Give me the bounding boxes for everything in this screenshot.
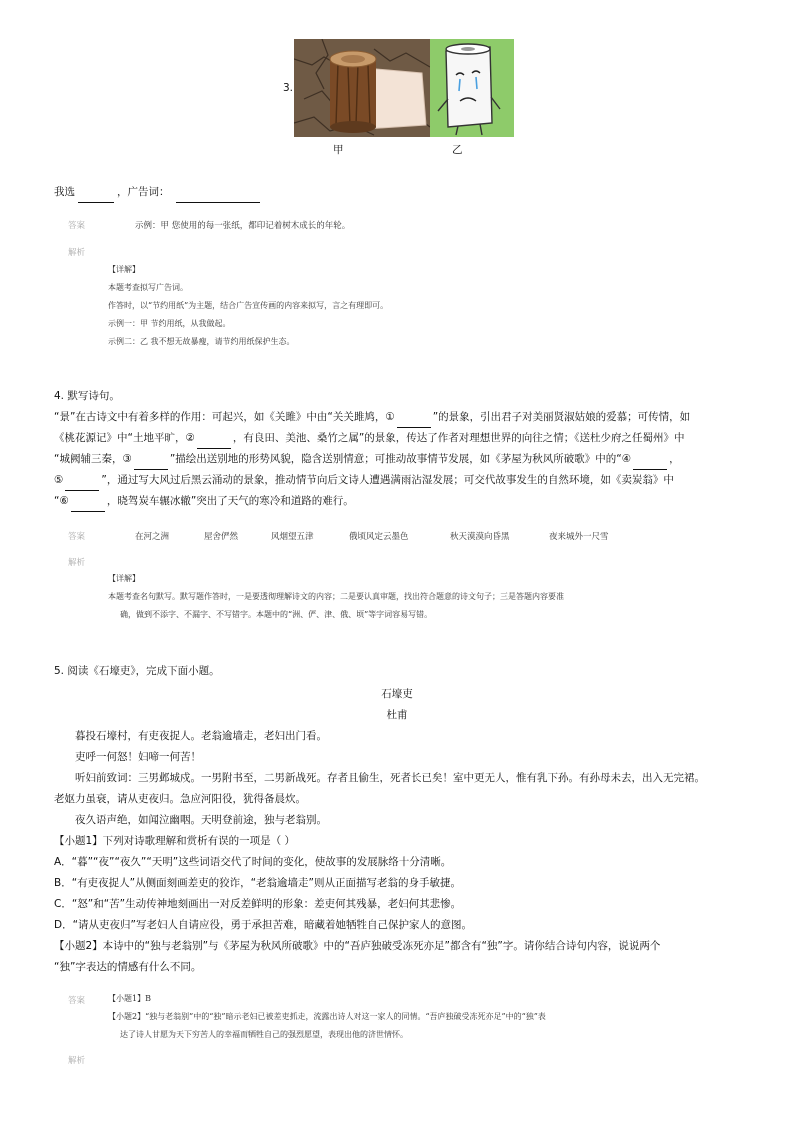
blank-4[interactable] xyxy=(633,456,667,470)
blank-5[interactable] xyxy=(65,477,99,491)
q3-analysis-label: 解析 xyxy=(68,248,86,258)
detail-line: 本题考查拟写广告词。 xyxy=(108,283,188,292)
q4-line-4: ⑤ ”，通过写大风过后黑云涌动的景象，推动情节向后文诗人遭遇满雨沾湿发展；可交代故事发生的自然环境，如《卖炭翁》中 xyxy=(54,470,744,491)
choose-label: 我选 xyxy=(54,186,75,198)
q4-line-5: “⑥ ，晓驾炭车辗冰辙”突出了天气的寒冷和道路的难行。 xyxy=(54,491,744,512)
choice-blank[interactable] xyxy=(78,189,114,203)
q4-answer-6: 夜来城外一尺雪 xyxy=(549,532,609,542)
poem-body xyxy=(54,726,744,978)
q5-title: 5. 阅读《石壕吏》，完成下面小题。 xyxy=(54,665,220,677)
subquestion-2: 【小题2】本诗中的“独与老翁别”与《茅屋为秋风所破歌》中的“吾庐独破受冻死亦足”都含有“独”字。请你结合诗句内容，说说两个 xyxy=(54,940,661,952)
answer-line: 【小题1】B xyxy=(108,994,151,1003)
poem-line: 暮投石壕村，有吏夜捉人。老翁逾墙走，老妇出门看。 xyxy=(75,730,327,742)
stump-ring xyxy=(341,55,365,63)
detail-line: 示例一：甲 节约用纸，从我做起。 xyxy=(108,319,231,328)
caption-yi: 乙 xyxy=(452,144,463,156)
option-a[interactable]: A．“暮”“夜”“夜久”“天明”这些词语交代了时间的变化，使故事的发展脉络十分清晰。 xyxy=(54,856,452,868)
q3-answer-text: 示例：甲 您使用的每一张纸，都印记着树木成长的年轮。 xyxy=(135,221,351,231)
q4-line-3: “城阙辅三秦，③ ”描绘出送别地的形势风貌，隐含送别情意；可推动故事情节发展，如《茅屋为秋风所破歌》中的“④ ， xyxy=(54,449,744,470)
q3-detail xyxy=(108,261,388,351)
detail-line: 作答时，以“节约用纸”为主题，结合广告宣传画的内容来拟写，言之有理即可。 xyxy=(108,301,389,310)
q4-answer-5: 秋天漠漠向昏黑 xyxy=(450,532,510,542)
subquestion-1: 【小题1】下列对诗歌理解和赏析有误的一项是（ ） xyxy=(54,835,296,847)
poem-line: 夜久语声绝，如闻泣幽咽。天明登前途，独与老翁别。 xyxy=(75,814,327,826)
poem-line: 老妪力虽衰，请从吏夜归。急应河阳役，犹得备晨炊。 xyxy=(54,793,306,805)
poem-author: 杜甫 xyxy=(386,709,408,721)
option-b[interactable]: B．“有吏夜捉人”从侧面刻画差吏的狡诈，“老翁逾墙走”则从正面描写老翁的身手敏捷。 xyxy=(54,877,461,889)
q4-detail xyxy=(108,570,564,624)
q5-analysis-label: 解析 xyxy=(68,1056,86,1066)
q5-answer xyxy=(108,990,748,1044)
q4-title: 4. 默写诗句。 xyxy=(54,390,120,402)
caption-jia: 甲 xyxy=(333,144,344,156)
stump-base xyxy=(330,121,376,133)
option-c[interactable]: C．“怒”和“苦”生动传神地刻画出一对反差鲜明的形象：差吏何其残暴，老妇何其悲惨。 xyxy=(54,898,462,910)
q3-choice-line xyxy=(54,182,260,203)
blank-6[interactable] xyxy=(71,498,105,512)
blank-3[interactable] xyxy=(134,456,168,470)
detail-line: 确，做到不添字、不漏字、不写错字。本题中的“洲、俨、津、俄、顷”等字词容易写错。 xyxy=(120,610,433,619)
subquestion-2-cont: “独”字表达的情感有什么不同。 xyxy=(54,961,202,973)
ad-label: ，广告词： xyxy=(117,186,170,198)
ad-slogan-blank[interactable] xyxy=(176,189,260,203)
poem-title: 石壕吏 xyxy=(381,688,413,700)
detail-title: 【详解】 xyxy=(108,574,140,583)
q4-answer-label: 答案 xyxy=(68,532,86,542)
detail-title: 【详解】 xyxy=(108,265,140,274)
answer-line: 【小题2】“独与老翁别”中的“独”暗示老妇已被差吏抓走，流露出诗人对这一家人的同情。“吾庐独破受冻死亦足”中的“独”表 xyxy=(108,1012,546,1021)
detail-line: 示例二：乙 我不想无故暴瘦，请节约用纸保护生态。 xyxy=(108,337,295,346)
poem-line: 吏呼一何怒！妇啼一何苦！ xyxy=(75,751,201,763)
q3-answer-label: 答案 xyxy=(68,221,86,231)
question-4 xyxy=(54,386,744,512)
q5-answer-label: 答案 xyxy=(68,996,86,1006)
q4-answer-2: 屋舍俨然 xyxy=(204,532,239,542)
q4-answer-3: 风烟望五津 xyxy=(271,532,314,542)
blank-1[interactable] xyxy=(397,414,431,428)
q4-line-1: “景”在古诗文中有着多样的作用：可起兴，如《关雎》中由“关关雎鸠，① ”的景象，引出君子对美丽贤淑姑娘的爱慕；可传情，如 xyxy=(54,407,744,428)
answer-line: 达了诗人甘愿为天下穷苦人的幸福而牺牲自己的强烈愿望，表现出他的济世情怀。 xyxy=(120,1030,408,1039)
blank-2[interactable] xyxy=(197,435,231,449)
option-d[interactable]: D．“请从吏夜归”写老妇人自请应役，勇于承担苦难，暗藏着她牺牲自己保护家人的意图。 xyxy=(54,919,472,931)
poem-line: 听妇前致词：三男邺城戍。一男附书至，二男新战死。存者且偷生，死者长已矣！室中更无人，惟有乳下孙。有孙母未去，出入无完裙。 xyxy=(75,772,705,784)
q4-answer-4: 俄顷风定云墨色 xyxy=(349,532,409,542)
ad-image-pair xyxy=(294,39,514,137)
q4-line-2: 《桃花源记》中“土地平旷，② ，有良田、美池、桑竹之属”的景象，传达了作者对理想世界的向往之情；《送杜少府之任蜀州》中 xyxy=(54,428,744,449)
q4-analysis-label: 解析 xyxy=(68,558,86,568)
q4-answer-1: 在河之洲 xyxy=(135,532,170,542)
detail-line: 本题考查名句默写。默写题作答时，一是要透彻理解诗文的内容；二是要认真审题，找出符合题意的诗文句子；三是答题内容要准 xyxy=(108,592,564,601)
question-3-number: 3. xyxy=(283,82,294,94)
ad-image-jia-and-yi xyxy=(294,39,514,137)
sad-roll-body xyxy=(446,47,492,127)
